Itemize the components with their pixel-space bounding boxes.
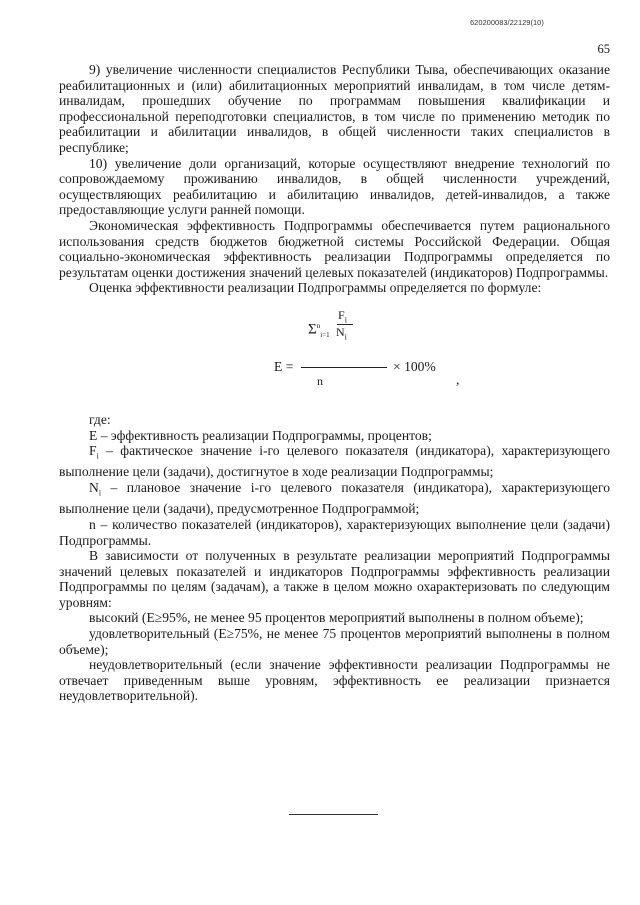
- definition-e: E – эффективность реализации Подпрограммы, процентов;: [89, 427, 432, 443]
- body-text: [59, 62, 610, 704]
- f-description: – фактическое значение i-го целевого показателя (индикатора), характеризующего выполнение цели (задачи), достигнутое в ходе реализации Подпрограммы;: [59, 443, 610, 480]
- n-subscript: i: [98, 488, 102, 498]
- n-description: – плановое значение i-го целевого показателя (индикатора), характеризующего выполнение цели (задачи), предусмотренное Подпрограммой;: [59, 480, 610, 517]
- denominator-symbol: N: [336, 324, 345, 339]
- level-unsatisfactory: неудовлетворительный (если значение эффективности реализации Подпрограммы не отвечает приведенным выше уровням, эффективность ее реализации признается неудовлетворительной).: [59, 657, 610, 704]
- numerator-subscript: i: [344, 315, 347, 325]
- formula-denominator: [336, 325, 347, 345]
- level-high: высокий (E≥95%, не менее 95 процентов мероприятий выполнены в полном объеме);: [89, 610, 584, 626]
- sum-lower: i=1: [320, 330, 330, 339]
- paragraph-item-9: 9) увеличение численности специалистов Республики Тыва, обеспечивающих оказание реабилитационных и (или) абилитационных мероприятий инвалидам, в том числе детям-инвалидам, прошедших обучение по программам повышения квалификации и профессиональной переподготовки специалистов, в том числе по применению методик по реабилитации и абилитации инвалидов, в общей численности таких специалистов в республике;: [59, 62, 610, 155]
- footer-divider: [289, 814, 378, 815]
- sum-symbol: Σ: [308, 321, 317, 338]
- paragraph-economic-efficiency: Экономическая эффективность Подпрограммы обеспечивается путем рационального использования средств бюджетов бюджетной системы Российской Федерации. Общая социально-экономическая эффективность реализации Подпрограммы определяется по результатам оценки достижения значений целевых показателей (индикаторов) Подпрограммы.: [59, 217, 610, 280]
- numerator-symbol: F: [338, 307, 345, 322]
- definition-n: [59, 480, 610, 517]
- definitions-where: где:: [89, 411, 111, 427]
- formula-comma: ,: [456, 371, 460, 387]
- sum-upper: n: [316, 321, 321, 330]
- denominator-subscript: i: [344, 332, 347, 342]
- page-number: 65: [597, 42, 610, 56]
- document-code: 620200083/22129(10): [470, 18, 544, 27]
- formula-divisor: n: [317, 373, 323, 388]
- paragraph-item-10: 10) увеличение доли организаций, которые осуществляют внедрение технологий по сопровождаемому проживанию инвалидов, в общей численности учреждений, осуществляющих реабилитацию и абилитацию инвалидов, детей-инвалидов, а также предоставляющие услуги ранней помощи.: [59, 155, 610, 218]
- formula-sum: [308, 319, 330, 344]
- f-subscript: i: [96, 451, 99, 461]
- efficiency-formula: [59, 302, 610, 400]
- n-symbol: N: [89, 480, 99, 495]
- levels-intro: В зависимости от полученных в результате реализации мероприятий Подпрограммы значений целевых показателей и индикаторов Подпрограммы эффективность реализации Подпрограммы по целям (задачам), а также в целом можно охарактеризовать по следующим уровням:: [59, 548, 610, 610]
- main-fraction-line: [301, 367, 387, 368]
- paragraph-formula-intro: Оценка эффективности реализации Подпрограммы определяется по формуле:: [89, 280, 542, 296]
- definition-f: [59, 443, 610, 480]
- definition-count: n – количество показателей (индикаторов), характеризующих выполнение цели (задачи) Подпрограммы.: [59, 516, 610, 548]
- formula-lhs: E =: [274, 358, 294, 374]
- level-satisfactory: удовлетворительный (E≥75%, не менее 75 процентов мероприятий выполнены в полном объеме);: [59, 626, 610, 657]
- formula-multiplier: × 100%: [393, 358, 436, 374]
- f-symbol: F: [89, 443, 97, 459]
